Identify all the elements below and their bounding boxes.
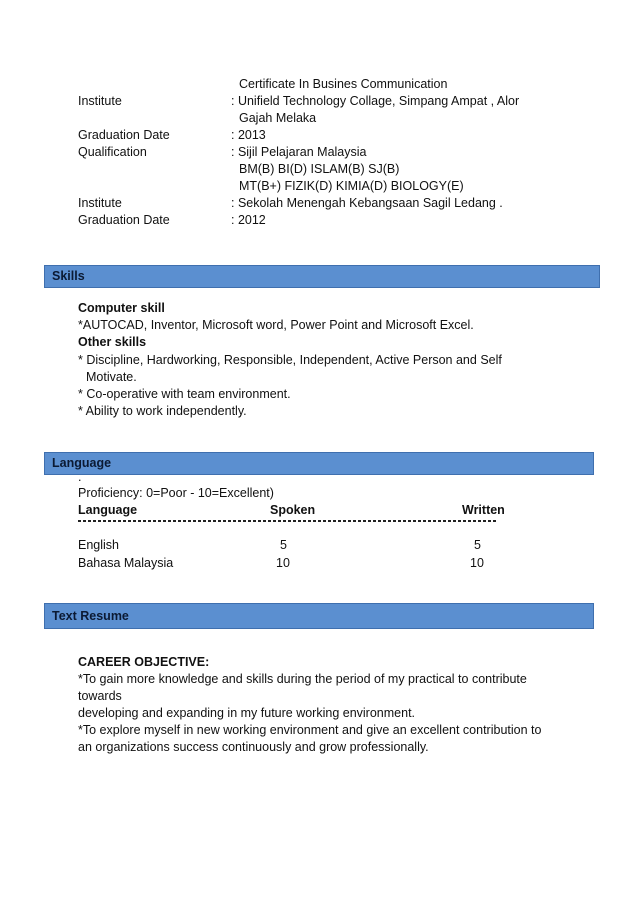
language-row-written: 5: [474, 538, 481, 552]
institute-value-1: : Unifield Technology Collage, Simpang Ampat , Alor: [231, 94, 520, 108]
language-dot: .: [78, 470, 82, 484]
graduation-value-2: : 2012: [231, 213, 266, 227]
language-header-text: Language: [52, 456, 112, 470]
institute-value-1-cont: Gajah Melaka: [239, 111, 317, 125]
other-skill-2: * Co-operative with team environment.: [78, 387, 291, 401]
other-skill-1-cont: Motivate.: [86, 370, 137, 384]
qualification-grades-2: MT(B+) FIZIK(D) KIMIA(D) BIOLOGY(E): [239, 179, 464, 193]
graduation-label-1: Graduation Date: [78, 128, 170, 142]
computer-skill-text: *AUTOCAD, Inventor, Microsoft word, Power Point and Microsoft Excel.: [78, 318, 474, 332]
objective-line-3: developing and expanding in my future working environment.: [78, 706, 416, 720]
objective-line-4: *To explore myself in new working environment and give an excellent contribution to: [78, 723, 542, 737]
graduation-value-1: : 2013: [231, 128, 266, 142]
institute-label-2: Institute: [78, 196, 122, 210]
institute-label-1: Institute: [78, 94, 122, 108]
proficiency-note: Proficiency: 0=Poor - 10=Excellent): [78, 486, 274, 500]
language-row-spoken: 10: [276, 556, 290, 570]
text-resume-header-text: Text Resume: [52, 609, 129, 623]
col-written: Written: [462, 503, 505, 517]
objective-line-1: *To gain more knowledge and skills during the period of my practical to contribute: [78, 672, 527, 686]
language-row-name: Bahasa Malaysia: [78, 556, 174, 570]
other-skill-1: * Discipline, Hardworking, Responsible, Independent, Active Person and Self: [78, 353, 502, 367]
qualification-grades-1: BM(B) BI(D) ISLAM(B) SJ(B): [239, 162, 400, 176]
career-objective-title: CAREER OBJECTIVE:: [78, 655, 210, 669]
col-language: Language: [78, 503, 138, 517]
qualification-value: : Sijil Pelajaran Malaysia: [231, 145, 367, 159]
skills-section-header: [44, 265, 600, 288]
language-section-header: [44, 452, 594, 475]
objective-line-5: an organizations success continuously and grow professionally.: [78, 740, 429, 754]
graduation-label-2: Graduation Date: [78, 213, 170, 227]
certificate-line: Certificate In Busines Communication: [239, 77, 448, 91]
col-spoken: Spoken: [270, 503, 316, 517]
language-row-spoken: 5: [280, 538, 287, 552]
qualification-label: Qualification: [78, 145, 147, 159]
text-resume-section-header: [44, 603, 594, 629]
computer-skill-title: Computer skill: [78, 301, 165, 315]
institute-value-2: : Sekolah Menengah Kebangsaan Sagil Ledang .: [231, 196, 503, 210]
language-row-name: English: [78, 538, 119, 552]
table-divider: [78, 520, 498, 522]
other-skills-title: Other skills: [78, 335, 147, 349]
language-row-written: 10: [470, 556, 484, 570]
objective-line-2: towards: [78, 689, 122, 703]
skills-header-text: Skills: [52, 269, 85, 283]
other-skill-3: * Ability to work independently.: [78, 404, 247, 418]
